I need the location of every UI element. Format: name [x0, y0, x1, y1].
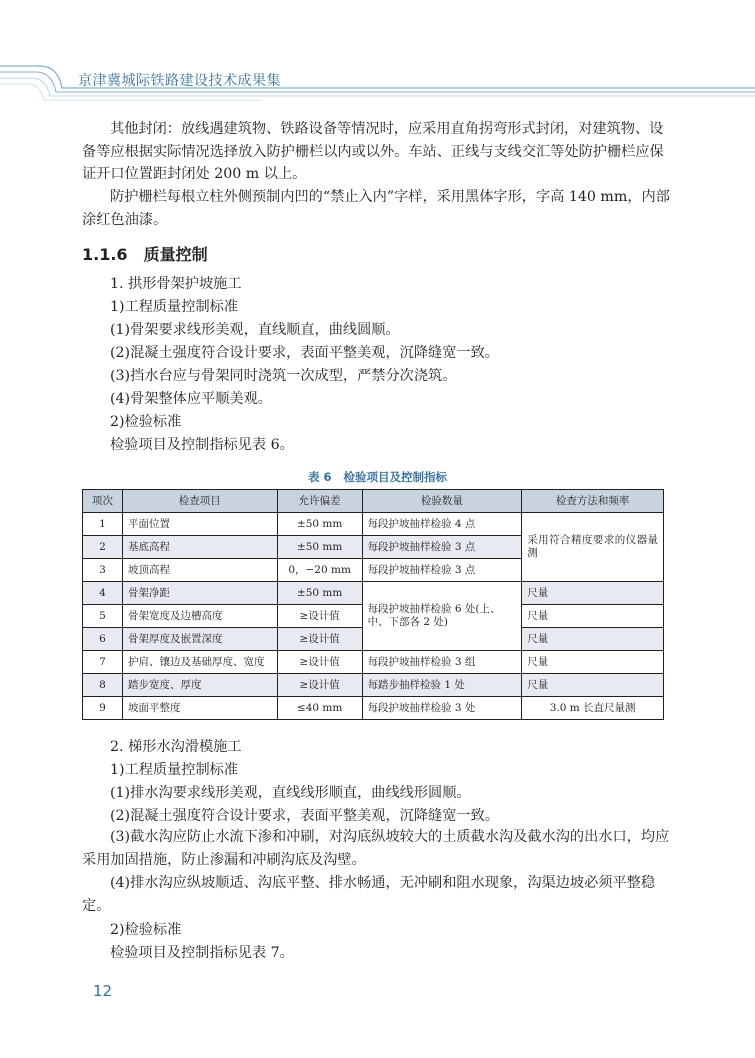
- cell-no: 3: [83, 559, 123, 582]
- part2-item-1: (1)排水沟要求线形美观，直线线形顺直，曲线线形圆顺。: [110, 785, 471, 801]
- part1-table-ref: 检验项目及控制指标见表 6。: [110, 437, 294, 453]
- cell-method: 3.0 m 长直尺量测: [522, 697, 664, 720]
- cell-method: 尺量: [522, 651, 664, 674]
- cell-item: 护肩、镶边及基础厚度、宽度: [122, 651, 277, 674]
- cell-item: 基底高程: [122, 536, 277, 559]
- part1-item-4: (4)骨架整体应平顺美观。: [110, 391, 272, 407]
- cell-quantity: 每段护坡抽样检验 3 组: [362, 651, 522, 674]
- cell-method: 尺量: [522, 605, 664, 628]
- cell-quantity: 每段护坡抽样检验 3 处: [362, 697, 522, 720]
- part1-heading: 1. 拱形骨架护坡施工: [110, 276, 242, 292]
- table-header-row: [83, 490, 664, 513]
- col-header-method: 检查方法和频率: [522, 490, 664, 513]
- header-decoration: [0, 0, 755, 110]
- section-title: 质量控制: [143, 245, 208, 264]
- col-header-item: 检查项目: [122, 490, 277, 513]
- part1-item-3: (3)挡水台应与骨架同时浇筑一次成型，严禁分次浇筑。: [110, 368, 457, 384]
- page-number: 12: [93, 982, 113, 1000]
- cell-quantity-merged: 每段护坡抽样检验 6 处(上、中、下部各 2 处): [362, 582, 522, 651]
- cell-no: 9: [83, 697, 123, 720]
- cell-tolerance: ≥设计值: [277, 628, 362, 651]
- part2-item-4: (4)排水沟应纵坡顺适、沟底平整、排水畅通，无冲刷和阻水现象，沟渠边坡必须平整稳定。: [82, 875, 656, 914]
- cell-method: 尺量: [522, 674, 664, 697]
- cell-quantity: 每段护坡抽样检验 3 点: [362, 536, 522, 559]
- cell-tolerance: ≥设计值: [277, 651, 362, 674]
- cell-item: 平面位置: [122, 513, 277, 536]
- section-number: 1.1.6: [82, 245, 128, 264]
- col-header-quantity: 检验数量: [362, 490, 522, 513]
- cell-method-merged: 采用符合精度要求的仪器量测: [522, 513, 664, 582]
- cell-method: 尺量: [522, 628, 664, 651]
- cell-no: 6: [83, 628, 123, 651]
- table-row: [83, 651, 664, 674]
- paragraph-fence-marking: 防护栅栏每根立柱外侧预制内凹的“禁止入内”字样，采用黑体字形，字高 140 mm，内部涂红色油漆。: [82, 189, 670, 228]
- table-row: [83, 697, 664, 720]
- table-caption: [0, 469, 755, 485]
- cell-no: 7: [83, 651, 123, 674]
- cell-item: 骨架净距: [122, 582, 277, 605]
- cell-tolerance: ≥设计值: [277, 674, 362, 697]
- part1-sub2: 2)检验标准: [110, 414, 182, 430]
- part1-item-1: (1)骨架要求线形美观，直线顺直，曲线圆顺。: [110, 322, 400, 338]
- section-heading: [82, 242, 208, 265]
- cell-quantity: 每踏步抽样检验 1 处: [362, 674, 522, 697]
- cell-tolerance: ±50 mm: [277, 582, 362, 605]
- cell-tolerance: ≤40 mm: [277, 697, 362, 720]
- cell-tolerance: ±50 mm: [277, 536, 362, 559]
- paragraph-other-closures: 其他封闭：放线遇建筑物、铁路设备等情况时，应采用直角拐弯形式封闭，对建筑物、设备等应根据实际情况选择放入防护栅栏以内或以外。车站、正线与支线交汇等处防护栅栏应保证开口位置距封闭处 200 m 以上。: [82, 121, 664, 182]
- part2-item-2: (2)混凝土强度符合设计要求，表面平整美观，沉降缝宽一致。: [110, 808, 499, 824]
- part1-item-2: (2)混凝土强度符合设计要求，表面平整美观，沉降缝宽一致。: [110, 345, 499, 361]
- cell-item: 坡顶高程: [122, 559, 277, 582]
- cell-no: 1: [83, 513, 123, 536]
- part1-sub1: 1)工程质量控制标准: [110, 299, 239, 315]
- cell-tolerance: 0，−20 mm: [277, 559, 362, 582]
- cell-quantity: 每段护坡抽样检验 3 点: [362, 559, 522, 582]
- part2-table-ref: 检验项目及控制指标见表 7。: [110, 945, 294, 961]
- table-row: [83, 674, 664, 697]
- cell-no: 2: [83, 536, 123, 559]
- cell-method: 尺量: [522, 582, 664, 605]
- col-header-no: 项次: [83, 490, 123, 513]
- cell-no: 4: [83, 582, 123, 605]
- cell-tolerance: ±50 mm: [277, 513, 362, 536]
- table-row: [83, 513, 664, 536]
- cell-no: 8: [83, 674, 123, 697]
- cell-no: 5: [83, 605, 123, 628]
- cell-quantity: 每段护坡抽样检验 4 点: [362, 513, 522, 536]
- cell-item: 骨架厚度及嵌置深度: [122, 628, 277, 651]
- cell-tolerance: ≥设计值: [277, 605, 362, 628]
- col-header-tolerance: 允许偏差: [277, 490, 362, 513]
- table-caption-number: 表 6: [307, 470, 332, 484]
- table-row: [83, 582, 664, 605]
- part2-sub1: 1)工程质量控制标准: [110, 762, 239, 778]
- cell-item: 踏步宽度、厚度: [122, 674, 277, 697]
- part2-heading: 2. 梯形水沟滑模施工: [110, 739, 242, 755]
- table-caption-title: 检验项目及控制指标: [343, 470, 447, 484]
- inspection-table: [82, 489, 664, 720]
- cell-item: 骨架宽度及边槽高度: [122, 605, 277, 628]
- part2-sub2: 2)检验标准: [110, 922, 182, 938]
- running-header: 京津冀城际铁路建设技术成果集: [78, 73, 281, 89]
- part2-item-3: (3)截水沟应防止水流下渗和冲刷，对沟底纵坡较大的土质截水沟及截水沟的出水口，均应采用加固措施，防止渗漏和冲刷沟底及沟壁。: [82, 829, 670, 868]
- cell-item: 坡面平整度: [122, 697, 277, 720]
